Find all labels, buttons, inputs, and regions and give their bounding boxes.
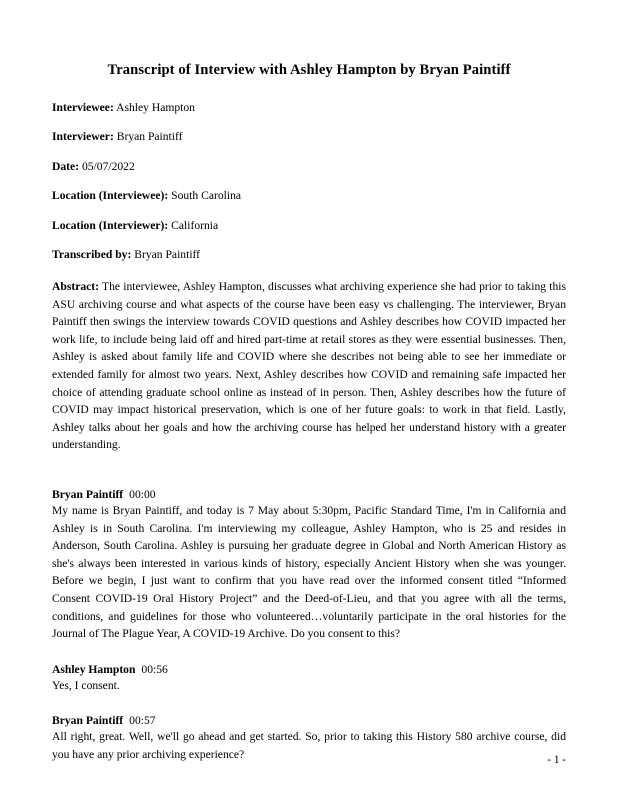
- metadata-location-interviewee-value: South Carolina: [171, 189, 242, 203]
- abstract-text: The interviewee, Ashley Hampton, discusses what archiving experience she had prior to taking this ASU archiving course and what aspects of the course have been easy vs challenging. The interviewer, Bryan Paintiff then swings the interview towards COVID questions and Ashley describes how COVID impacted her work life, to include being laid off and hired part-time at retail stores as they were essential businesses. Then, Ashley is asked about family life and COVID where she describes not being able to see her immediate or extended family for almost two years. Next, Ashley describes how COVID and remaining safe impacted her choice of attending graduate school online as instead of in person. Then, Ashley describes how the future of COVID may impact historical preservation, which is one of her future goals: to work in that field. Lastly, Ashley talks about her goals and how the archiving course has helped her understand history with a greater understanding.: [52, 279, 566, 452]
- metadata-date-value: 05/07/2022: [81, 159, 135, 173]
- transcript-speaker-name: Bryan Paintiff: [52, 488, 124, 501]
- metadata-location-interviewer: [52, 219, 566, 233]
- metadata-transcribed-by-value: Bryan Paintiff: [134, 248, 201, 262]
- metadata-location-interviewer-value: California: [171, 218, 219, 232]
- transcript-speaker-name: Ashley Hampton: [52, 662, 136, 676]
- abstract-label: Abstract:: [52, 279, 100, 293]
- metadata-interviewee-value: Ashley Hampton: [116, 101, 195, 114]
- transcript-text: My name is Bryan Paintiff, and today is 7 May about 5:30pm, Pacific Standard Time, I'm in California and Ashley is in South Carolina. I'm interviewing my colleague, Ashley Hampton, who is 25 and resides in Anderson, South Carolina. Ashley is pursuing her graduate degree in Global and North American History as she's always been interested in various kinds of history, especially Ancient History when she was younger. Before we begin, I just want to confirm that you have read over the informed consent titled “Informed Consent COVID-19 Oral History Project” and the Deed-of-Lieu, and that you agree with all the terms, conditions, and guidelines for those who volunteered…voluntarily participate in the oral histories for the Journal of The Plague Year, A COVID-19 Archive. Do you consent to this?: [52, 504, 566, 641]
- metadata-interviewee-label: Interviewee:: [52, 101, 114, 114]
- metadata-interviewee: [52, 101, 566, 115]
- page-title: Transcript of Interview with Ashley Hampton by Bryan Paintiff: [107, 62, 511, 78]
- metadata-interviewer-value: Bryan Paintiff: [116, 130, 183, 144]
- transcript-timestamp: 00:56: [141, 662, 168, 676]
- transcript-entry: [52, 663, 566, 695]
- transcript-speaker-line: [52, 663, 566, 676]
- transcript-speaker-line: [52, 714, 566, 727]
- transcript-text: All right, great. Well, we'll go ahead and get started. So, prior to taking this History 580 archive course, did you have any prior archiving experience?: [52, 730, 566, 762]
- transcript-speaker-name: Bryan Paintiff: [52, 714, 124, 728]
- metadata-date: [52, 160, 566, 174]
- transcript-timestamp: 00:57: [129, 714, 156, 728]
- abstract-paragraph: [52, 278, 566, 454]
- metadata-location-interviewer-label: Location (Interviewer):: [52, 218, 169, 232]
- metadata-date-label: Date:: [52, 159, 80, 173]
- transcript-entry: [52, 714, 566, 763]
- metadata-location-interviewee: [52, 189, 566, 203]
- transcript-entry: [52, 488, 566, 643]
- metadata-transcribed-by: [52, 248, 566, 262]
- transcript-text: Yes, I consent.: [52, 678, 120, 692]
- metadata-interviewer: [52, 130, 566, 144]
- metadata-transcribed-by-label: Transcribed by:: [52, 248, 132, 262]
- metadata-location-interviewee-label: Location (Interviewee):: [52, 189, 169, 203]
- page-number: - 1 -: [547, 754, 566, 766]
- metadata-interviewer-label: Interviewer:: [52, 130, 114, 144]
- spacer: [52, 454, 566, 468]
- transcript-speaker-line: [52, 488, 566, 501]
- transcript-timestamp: 00:00: [129, 488, 156, 501]
